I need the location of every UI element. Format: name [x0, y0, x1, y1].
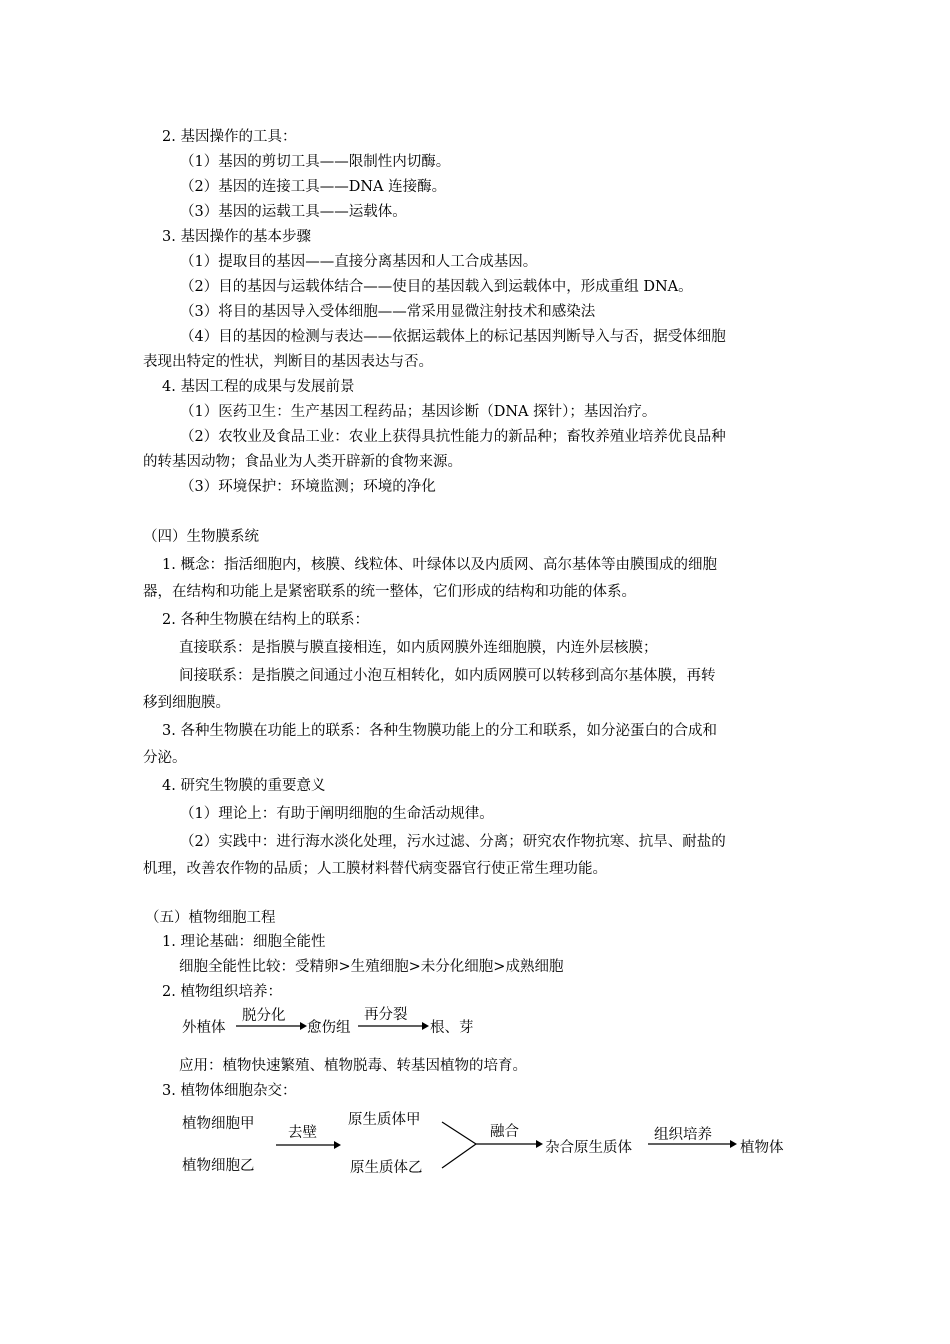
diagram-node-roots-buds: 根、芽 [430, 1020, 474, 1036]
arrow-icon [276, 1139, 342, 1151]
gene-step-2: （2）目的基因与运载体结合——使目的基因载入到运载体中，形成重组 DNA。 [180, 279, 693, 295]
diagram-node-protoplast-b: 原生质体乙 [350, 1160, 423, 1176]
tissue-culture-heading: 2. 植物组织培养： [162, 984, 282, 1000]
heading-gene-tools: 2. 基因操作的工具： [162, 129, 297, 145]
gene-tool-item-2: （2）基因的连接工具——DNA 连接酶。 [180, 179, 447, 195]
heading-gene-steps: 3. 基因操作的基本步骤 [162, 229, 311, 245]
diagram-node-plant: 植物体 [740, 1140, 784, 1156]
biomembrane-structure-heading: 2. 各种生物膜在结构上的联系： [162, 612, 369, 628]
biomembrane-concept-line-1: 1. 概念：指活细胞内，核膜、线粒体、叶绿体以及内质网、高尔基体等由膜围成的细胞 [162, 557, 717, 573]
diagram-node-hybrid-protoplast: 杂合原生质体 [545, 1140, 632, 1156]
diagram-arrow-label-dedifferentiation: 脱分化 [242, 1008, 286, 1024]
gene-step-4-line-2: 表现出特定的性状，判断目的基因表达与否。 [143, 354, 433, 370]
significance-theory: （1）理论上：有助于阐明细胞的生命活动规律。 [180, 806, 494, 822]
prospect-item-2-line-2: 的转基因动物；食品业为人类开辟新的食物来源。 [143, 454, 462, 470]
gene-step-1: （1）提取目的基因——直接分离基因和人工合成基因。 [180, 254, 538, 270]
diagram-node-callus: 愈伤组 [307, 1020, 351, 1036]
arrow-icon [476, 1138, 544, 1150]
prospect-item-2-line-1: （2）农牧业及食品工业：农业上获得具抗性能力的新品种；畜牧养殖业培养优良品种 [180, 429, 726, 445]
gene-tool-item-1: （1）基因的剪切工具——限制性内切酶。 [180, 154, 451, 170]
diagram-node-cell-b: 植物细胞乙 [182, 1158, 255, 1174]
heading-gene-prospects: 4. 基因工程的成果与发展前景 [162, 379, 355, 395]
diagram-node-explant: 外植体 [182, 1020, 226, 1036]
gene-step-3: （3）将目的基因导入受体细胞——常采用显微注射技术和感染法 [180, 304, 596, 320]
diagram-node-cell-a: 植物细胞甲 [182, 1116, 255, 1132]
biomembrane-significance-heading: 4. 研究生物膜的重要意义 [162, 778, 326, 794]
biomembrane-function-line-2: 分泌。 [143, 750, 187, 766]
gene-tool-item-3: （3）基因的运载工具——运载体。 [180, 204, 407, 220]
arrow-icon [648, 1138, 738, 1150]
merge-bracket-icon [440, 1120, 480, 1172]
theory-basis: 1. 理论基础：细胞全能性 [162, 934, 326, 950]
section-title-plant-cell-engineering: （五）植物细胞工程 [145, 910, 276, 926]
diagram-arrow-label-fusion: 融合 [490, 1124, 519, 1140]
totipotency-comparison: 细胞全能性比较：受精卵>生殖细胞>未分化细胞>成熟细胞 [179, 959, 564, 975]
prospect-item-1: （1）医药卫生：生产基因工程药品；基因诊断（DNA 探针）；基因治疗。 [180, 404, 657, 420]
diagram-arrow-label-tissue-culture: 组织培养 [654, 1127, 712, 1143]
diagram-arrow-label-redifferentiation: 再分裂 [364, 1007, 408, 1023]
tissue-culture-diagram [170, 1002, 510, 1042]
somatic-hybridization-diagram [170, 1100, 820, 1180]
prospect-item-3: （3）环境保护：环境监测；环境的净化 [180, 479, 436, 495]
arrow-icon [236, 1020, 308, 1032]
arrow-icon [358, 1020, 430, 1032]
diagram-node-protoplast-a: 原生质体甲 [348, 1112, 421, 1128]
section-title-biomembrane: （四）生物膜系统 [143, 529, 259, 545]
diagram-arrow-label-remove-wall: 去壁 [288, 1125, 317, 1141]
biomembrane-concept-line-2: 器，在结构和功能上是紧密联系的统一整体，它们形成的结构和功能的体系。 [143, 584, 636, 600]
direct-link-text: 直接联系：是指膜与膜直接相连，如内质网膜外连细胞膜，内连外层核膜； [179, 640, 658, 656]
somatic-hybridization-heading: 3. 植物体细胞杂交： [162, 1083, 297, 1099]
gene-step-4-line-1: （4）目的基因的检测与表达——依据运载体上的标记基因判断导入与否，据受体细胞 [180, 329, 726, 345]
indirect-link-line-2: 移到细胞膜。 [143, 695, 230, 711]
significance-practice-line-2: 机理，改善农作物的品质；人工膜材料替代病变器官行使正常生理功能。 [143, 861, 607, 877]
significance-practice-line-1: （2）实践中：进行海水淡化处理，污水过滤、分离；研究农作物抗寒、抗旱、耐盐的 [180, 834, 726, 850]
tissue-culture-application: 应用：植物快速繁殖、植物脱毒、转基因植物的培育。 [179, 1058, 527, 1074]
indirect-link-line-1: 间接联系：是指膜之间通过小泡互相转化，如内质网膜可以转移到高尔基体膜，再转 [179, 668, 716, 684]
biomembrane-function-line-1: 3. 各种生物膜在功能上的联系：各种生物膜功能上的分工和联系，如分泌蛋白的合成和 [162, 723, 717, 739]
